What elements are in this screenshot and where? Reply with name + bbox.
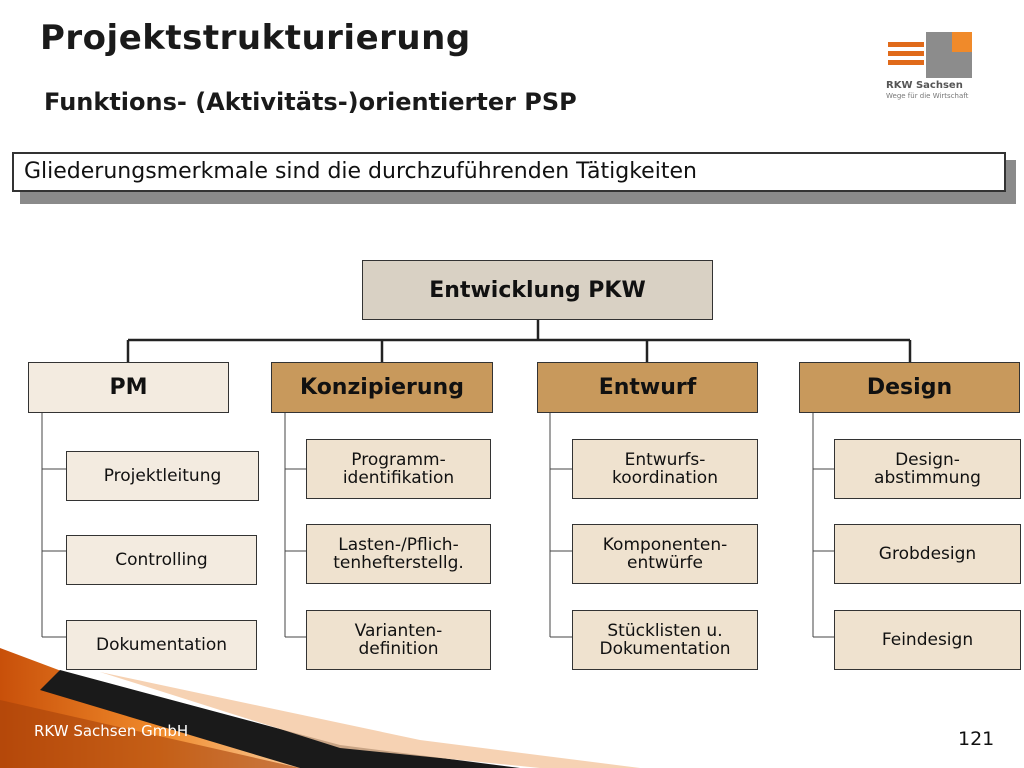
work-package-box: [306, 439, 491, 499]
work-package-label: Lasten-/Pflich- tenhefterstellg.: [333, 535, 464, 573]
phase-label: Konzipierung: [300, 375, 464, 400]
work-package-label: Programm- identifikation: [342, 450, 455, 488]
work-package-box: [306, 524, 491, 584]
phase-label: PM: [109, 375, 148, 400]
work-package-box: [66, 535, 257, 585]
work-package-label: Stücklisten u. Dokumentation: [599, 621, 731, 659]
page-subtitle: Funktions- (Aktivitäts-)orientierter PSP: [44, 88, 577, 116]
work-package-label: Grobdesign: [878, 544, 977, 564]
phase-konzipierung: [271, 362, 493, 413]
work-package-box: [306, 610, 491, 670]
work-package-box: [834, 524, 1021, 584]
work-package-label: Controlling: [115, 550, 208, 570]
work-package-box: [572, 524, 758, 584]
phase-entwurf: [537, 362, 758, 413]
work-package-box: [572, 610, 758, 670]
work-package-label: Projektleitung: [103, 466, 222, 486]
phase-pm: [28, 362, 229, 413]
work-package-box: [66, 620, 257, 670]
work-package-label: Feindesign: [881, 630, 974, 650]
phase-label: Entwurf: [598, 375, 697, 400]
logo-name: RKW Sachsen: [886, 80, 963, 91]
logo-tagline: Wege für die Wirtschaft: [886, 92, 969, 100]
work-package-label: Entwurfs- koordination: [611, 450, 718, 488]
phase-label: Design: [866, 375, 953, 400]
page-number: 121: [958, 728, 995, 750]
structuring-criterion-banner: Gliederungsmerkmale sind die durchzuführenden Tätigkeiten: [12, 152, 1006, 192]
work-package-box: [66, 451, 259, 501]
work-package-label: Komponenten- entwürfe: [602, 535, 728, 573]
work-package-label: Varianten- definition: [354, 621, 443, 659]
page-title: Projektstrukturierung: [40, 18, 471, 58]
footer-company: RKW Sachsen GmbH: [34, 722, 189, 740]
phase-design: [799, 362, 1020, 413]
work-package-label: Dokumentation: [95, 635, 228, 655]
root-node: [362, 260, 713, 320]
work-package-label: Design- abstimmung: [874, 450, 981, 488]
root-label: Entwicklung PKW: [429, 277, 646, 303]
work-package-box: [834, 439, 1021, 499]
work-package-box: [572, 439, 758, 499]
work-package-box: [834, 610, 1021, 670]
